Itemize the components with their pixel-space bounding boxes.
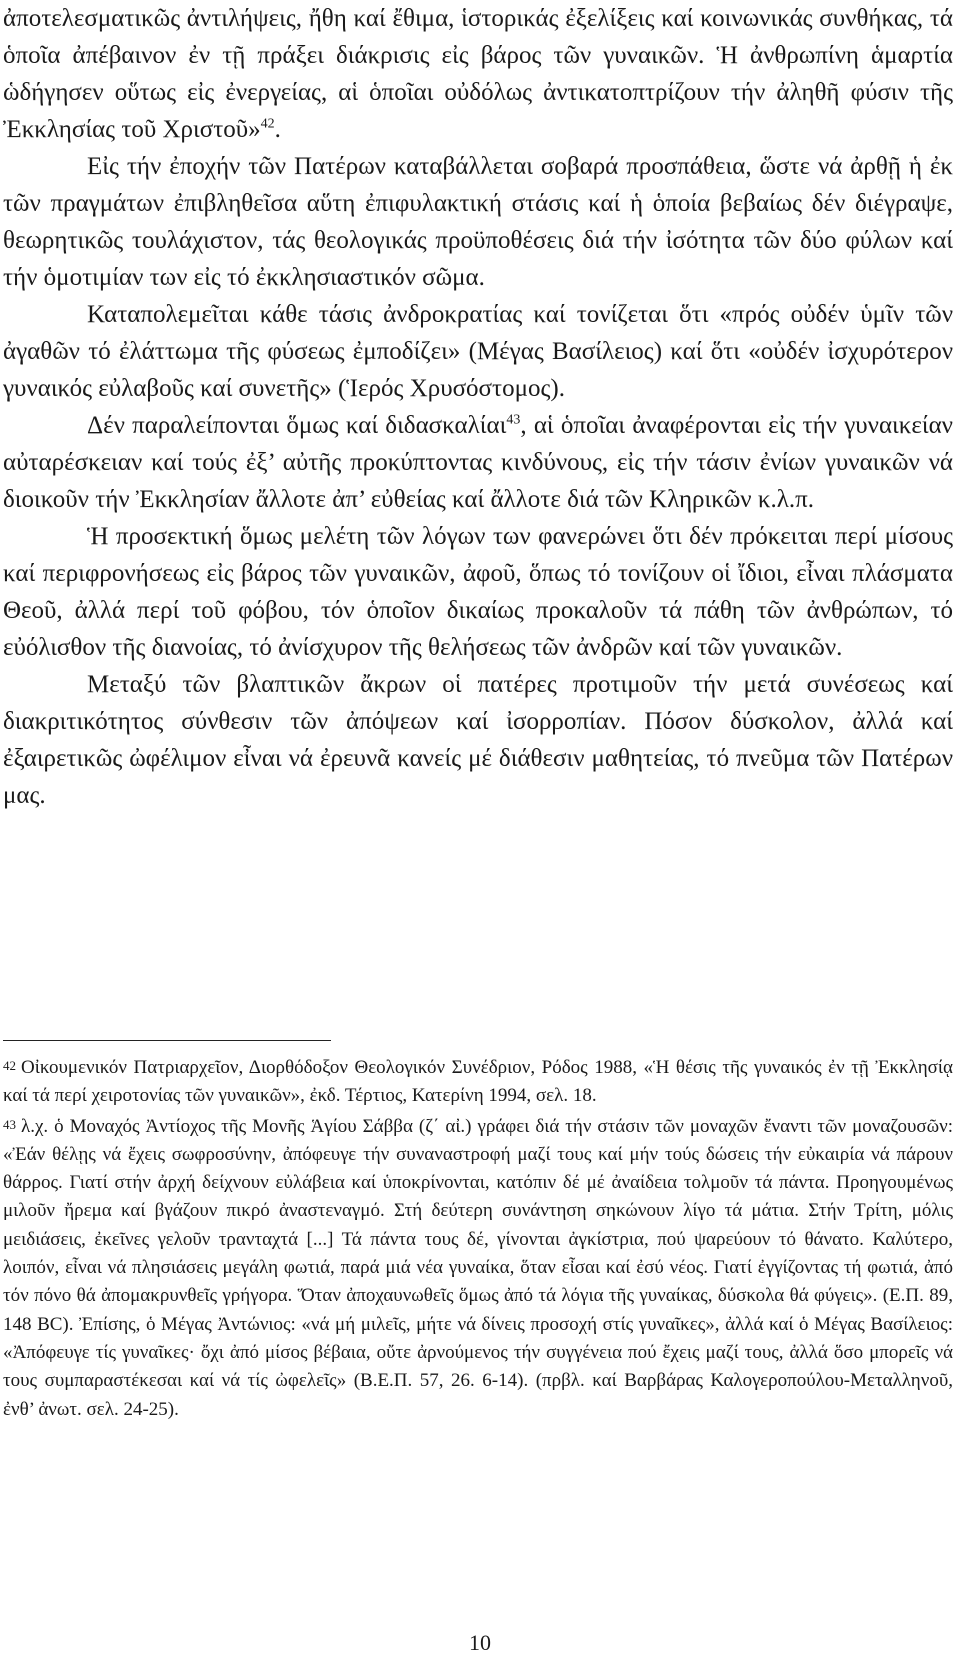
page-number: 10 (469, 1630, 491, 1655)
footnote-43 (3, 1111, 953, 1424)
paragraph-1: ἀποτελεσματικῶς ἀντιλήψεις, ἤθη καί ἔθιμα, ἱστορικάς ἐξελίξεις καί κοινωνικάς συνθήκας, τά ὁποῖα ἀπέβαινον ἐν τῇ πράξει διάκρισις εἰς βάρος τῶν γυναικῶν. Ἡ ἀνθρωπίνη ἁμαρτία ὡδήγησεν οὕτως εἰς ἐνεργείας, αἱ ὁποῖαι οὐδόλως ἀντικατοπτρίζουν τήν ἀληθῆ φύσιν τῆς Ἐκκλησίας τοῦ Χριστοῦ»$^{42}$. (3, 5, 953, 143)
footnote-42 (3, 1052, 953, 1111)
footnote-number: 43 (3, 1116, 16, 1132)
body-text (3, 0, 953, 814)
footnote-number: 42 (3, 1058, 16, 1073)
paragraph-3: Καταπολεμεῖται κάθε τάσις ἀνδροκρατίας καί τονίζεται ὅτι «πρός οὐδέν ὑμῖν τῶν ἀγαθῶν τό ἐλάττωμα τῆς φύσεως ἐμποδίζει» (Μέγας Βασίλειος) καί ὅτι «οὐδέν ἰσχυρότερον γυναικός εὐλαβοῦς καί συνετῆς» (Ἱερός Χρυσόστομος). (3, 301, 953, 402)
paragraph-2: Εἰς τήν ἐποχήν τῶν Πατέρων καταβάλλεται σοβαρά προσπάθεια, ὥστε νά ἀρθῇ ἡ ἐκ τῶν πραγμάτων ἐπιβληθεῖσα αὕτη ἐπιφυλακτική στάσις καί ἡ ὁποία βεβαίως δέν διέγραψε, θεωρητικῶς τουλάχιστον, τάς θεολογικάς προϋποθέσεις διά τήν ἰσότητα τῶν δύο φύλων καί τήν ὁμοτιμίαν των εἰς τό ἐκκλησιαστικόν σῶμα. (3, 153, 953, 291)
footnote-text: Οἰκουμενικόν Πατριαρχεῖον, Διορθόδοξον Θεολογικόν Συνέδριον, Ρόδος 1988, «Ἡ θέσις τῆς γυναικός ἐν τῇ Ἐκκλησίᾳ καί τά περί χειροτονίας τῶν γυναικῶν», ἐκδ. Τέρτιος, Κατερίνη 1994, σελ. 18. (3, 1057, 953, 1107)
paragraph-5: Ἡ προσεκτική ὅμως μελέτη τῶν λόγων των φανερώνει ὅτι δέν πρόκειται περί μίσους καί περιφρονήσεως εἰς βάρος τῶν γυναικῶν, ἀφοῦ, ὅπως τό τονίζουν οἱ ἴδιοι, εἶναι πλάσματα Θεοῦ, ἀλλά περί τοῦ φόβου, τόν ὁποῖον δικαίως προκαλοῦν τά πάθη τῶν ἀνθρώπων, τό εὐόλισθον τῆς διανοίας, τό ἀνίσχυρον τῆς θελήσεως τῶν ἀνδρῶν καί τῶν γυναικῶν. (3, 523, 953, 661)
paragraph-6: Μεταξύ τῶν βλαπτικῶν ἄκρων οἱ πατέρες προτιμοῦν τήν μετά συνέσεως καί διακριτικότητος σύνθεσιν τῶν ἀπόψεων καί ἰσορροπίαν. Πόσον δύσκολον, ἀλλά καί ἐξαιρετικῶς ὠφέλιμον εἶναι νά ἐρευνᾶ κανείς μέ διάθεσιν μαθητείας, τό πνεῦμα τῶν Πατέρων μας. (3, 671, 953, 809)
footnote-ref-43[interactable]: 43 (506, 412, 521, 428)
footnote-separator (3, 1040, 331, 1041)
footnotes (3, 1052, 953, 1424)
paragraph-4: Δέν παραλείπονται ὅμως καί διδασκαλίαι$^{43}$, αἱ ὁποῖαι ἀναφέρονται εἰς τήν γυναικείαν αὐταρέσκειαν καί τούς ἐξ’ αὐτῆς προκύπτοντας κινδύνους, εἰς τήν τάσιν ἐνίων γυναικῶν νά διοικοῦν τήν Ἐκκλησίαν ἄλλοτε ἀπ’ εὐθείας καί ἄλλοτε διά τῶν Κληρικῶν κ.λ.π. (3, 412, 953, 513)
footnote-ref-42[interactable]: 42 (260, 116, 275, 132)
footnote-text: λ.χ. ὁ Μοναχός Ἀντίοχος τῆς Μονῆς Ἁγίου Σάββα (ζ΄ αἰ.) γράφει διά τήν στάσιν τῶν μοναχῶν ἔναντι τῶν μοναζουσῶν: «Ἐάν θέλῃς νά ἔχεις σωφροσύνην, ἀπόφευγε τήν συναναστροφή μαζί τους καί μήν τούς δώσεις τήν εὐκαιρία νά πάρουν θάρρος. Γιατί στήν ἀρχή δείχνουν εὐλάβεια καί ὑποκρίνονται, κατόπιν δέ μέ ἀναίδεια τολμοῦν τά πάντα. Προηγουμένως μιλοῦν ἤρεμα καί βγάζουν πικρό ἀναστεναγμό. Στή δεύτερη συνάντηση σηκώνουν λίγο τά μάτια. Στήν Τρίτη, μόλις μειδιάσεις, ἐκεῖνες γελοῦν τρανταχτά [...] Τά πάντα τους δέ, γίνονται ἀγκίστρια, πού ψαρεύουν τό θάνατο. Καλύτερο, λοιπόν, εἶναι νά πλησιάσεις μεγάλη φωτιά, παρά μιά νέα γυναίκα, ὅταν εἶσαι καί ἐσύ νέος. Γιατί ἐγγίζοντας τή φωτιά, ἀπό τόν πόνο θά ἀπομακρυνθεῖς γρήγορα. Ὅταν ἀποχαυνωθεῖς ὅμως ἀπό τά λόγια τῆς γυναίκας, δύσκολα θά φύγεις». (Ε.Π. 89, 148 ΒC). Ἐπίσης, ὁ Μέγας Ἀντώνιος: «νά μή μιλεῖς, μήτε νά δίνεις προσοχή στίς γυναῖκες», ἀλλά καί ὁ Μέγας Βασίλειος: «Ἀπόφευγε τίς γυναῖκες· ὄχι ἀπό μίσος βέβαια, οὔτε ἀρνούμενος τήν συγγένεια πού ἔχεις μαζί τους, ἀλλά ὅσο μπορεῖς νά τους συμπαραστέκεσαι καί νά τίς ὠφελεῖς» (Β.Ε.Π. 57, 26. 6-14). (πρβλ. καί Βαρβάρας Καλογεροπούλου-Μεταλληνοῦ, ἐνθ’ ἀνωτ. σελ. 24-25). (3, 1115, 953, 1420)
